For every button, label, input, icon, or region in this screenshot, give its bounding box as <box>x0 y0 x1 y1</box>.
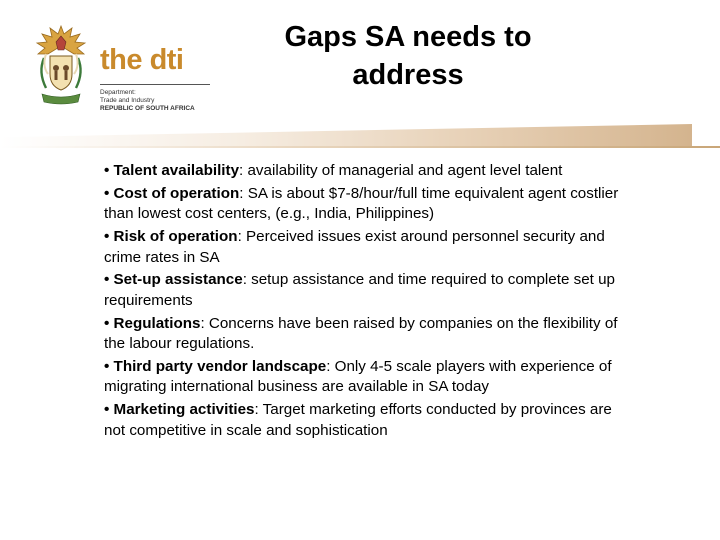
bullet-label: • Marketing activities <box>104 401 255 419</box>
bullet-text: : Concerns have been raised by companies on the flexibility of the labour regulations. <box>104 314 618 353</box>
bullet-item <box>104 314 624 355</box>
bullet-label: • Risk of operation <box>104 227 238 245</box>
bullet-label: • Set-up assistance <box>104 271 243 289</box>
coat-of-arms-icon <box>34 24 88 106</box>
brand-the: the <box>100 44 150 76</box>
dept-line-3: REPUBLIC OF SOUTH AFRICA <box>100 105 195 112</box>
bullet-item <box>104 184 624 225</box>
bullet-text: : SA is about $7-8/hour/full time equivalent agent costlier than lowest cost centers, (e.g., India, Philippines) <box>104 184 619 223</box>
bullet-item <box>104 270 624 311</box>
header-band-line <box>0 146 720 148</box>
brand-dti: dti <box>149 44 184 76</box>
department-text <box>100 89 195 113</box>
bullet-text: : Target marketing efforts conducted by provinces are not competitive in scale and sophistication <box>104 401 612 439</box>
bullet-label: • Talent availability <box>104 162 240 179</box>
bullet-text: : setup assistance and time required to complete set up requirements <box>104 271 615 309</box>
dti-logo <box>34 22 234 112</box>
brand-wordmark <box>100 44 184 77</box>
dept-line-1: Department: <box>100 89 136 96</box>
bullet-item <box>104 227 624 268</box>
bullet-item <box>104 400 624 441</box>
slide-title: Gaps SA needs to address <box>284 21 532 91</box>
bullet-label: • Third party vendor landscape <box>104 357 327 375</box>
header-band <box>0 124 692 148</box>
bullet-item <box>104 357 624 398</box>
bullet-item <box>104 161 624 182</box>
bullet-list <box>104 161 624 443</box>
bullet-text: : availability of managerial and agent level talent <box>239 162 563 179</box>
logo-divider <box>100 84 210 85</box>
dept-line-2: Trade and Industry <box>100 97 155 104</box>
bullet-text: : Only 4-5 scale players with experience of migrating international business are available in SA today <box>104 357 612 396</box>
bullet-label: • Cost of operation <box>104 184 240 202</box>
bullet-label: • Regulations <box>104 314 201 332</box>
bullet-text: : Perceived issues exist around personnel security and crime rates in SA <box>104 227 605 266</box>
